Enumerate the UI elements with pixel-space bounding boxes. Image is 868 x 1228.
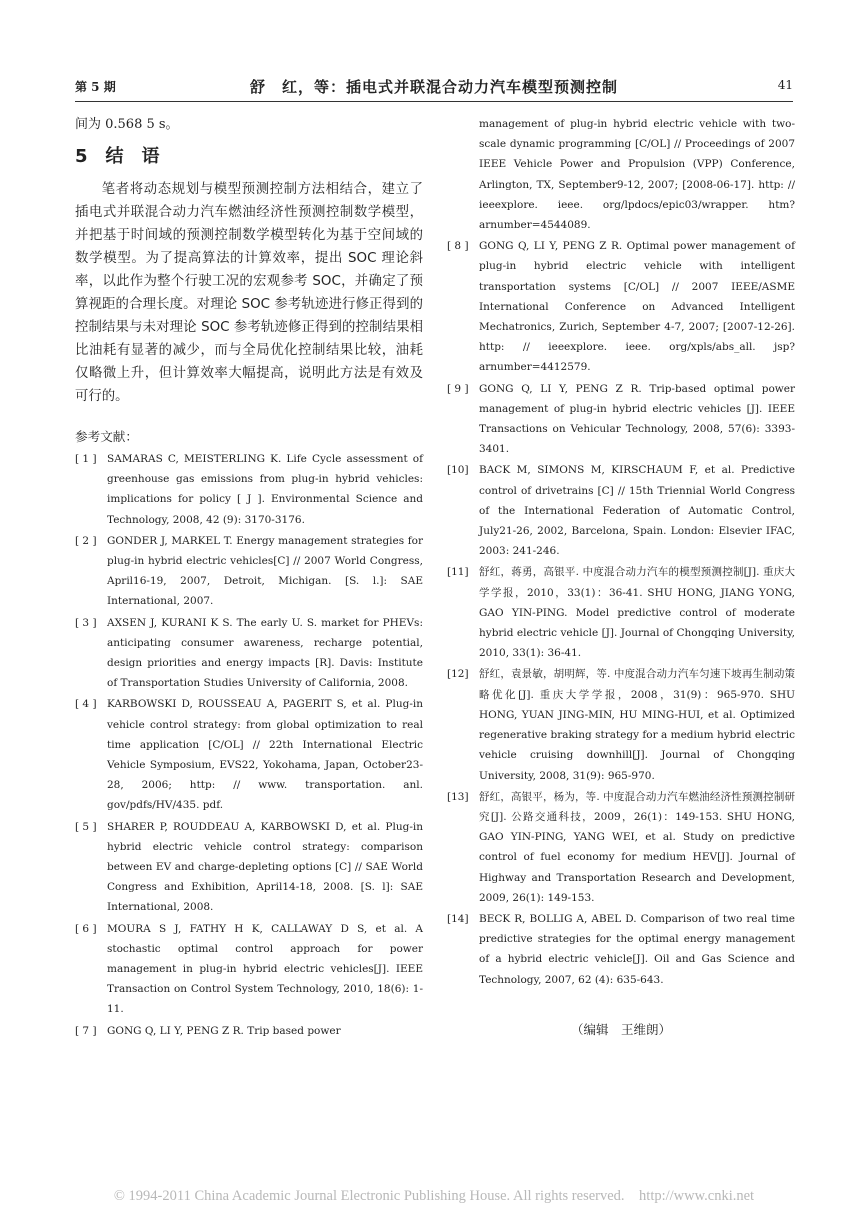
- reference-item: [447, 379, 795, 460]
- reference-number: [14]: [447, 912, 469, 925]
- previous-section-tail: 间为 0.568 5 s。: [75, 117, 179, 132]
- reference-item: [75, 449, 423, 530]
- reference-item: [447, 562, 795, 663]
- reference-number: [ 1 ]: [75, 453, 97, 465]
- reference-text: management of plug-in hybrid electric vehicle with two-scale dynamic programming [C/OL] // Proceedings of 2007 IEEE Vehicle Power and Propulsion (VPP) Conference, Arlington, TX, September9-12, 2007; [2008-06-17]. http: // ieeexplore. ieee. org/lpdocs/epic03/wrapper. htm? arnumber=4544089.: [479, 118, 795, 232]
- running-title: 舒 红，等：插电式并联混合动力汽车模型预测控制: [249, 78, 618, 96]
- section-title: 5 结 语: [75, 146, 160, 167]
- reference-number: [13]: [447, 790, 469, 803]
- reference-number: [ 4 ]: [75, 698, 97, 711]
- reference-number: [12]: [447, 668, 469, 681]
- conclusion-paragraph: 笔者将动态规划与模型预测控制方法相结合，建立了插电式并联混合动力汽车燃油经济性预测控制数学模型，并把基于时间域的预测控制数学模型转化为基于空间域的数学模型。为了提高算法的计算效率，提出 SOC 理论斜率，以此作为整个行驶工况的宏观参考 SOC，并确定了预算视距的合理长度。对理论 SOC 参考轨迹进行修正得到的控制结果与未对理论 SOC 参考轨迹修正得到的控制结果相比油耗有显著的减少，而与全局优化控制结果比较，油耗仅略微上升，但计算效率大幅提高，说明此方法是有效及可行的。: [75, 182, 423, 404]
- reference-item: [75, 531, 423, 612]
- references-title: 参考文献：: [75, 429, 138, 444]
- reference-item: [75, 613, 423, 694]
- reference-number: [10]: [447, 464, 469, 477]
- reference-item: [447, 114, 795, 235]
- reference-text: 舒红，高银平，杨为，等. 中度混合动力汽车燃油经济性预测控制研究[J]. 公路交通科技，2009，26(1)：149-153. SHU HONG, GAO YIN-PING, YANG WEI, et al. Study on predictive control of fuel economy for medium HEV[J]. Journal of Highway and Transportation Research and Development, 2009, 26(1): 149-153.: [479, 790, 795, 904]
- reference-item: [447, 787, 795, 908]
- reference-text: SAMARAS C, MEISTERLING K. Life Cycle assessment of greenhouse gas emissions from plug-in hybrid vehicles: implications for policy [ J ]. Environmental Science and Technology, 2008, 42 (9): 3170-3176.: [107, 453, 423, 526]
- page-number: 41: [777, 78, 793, 92]
- right-column: [447, 114, 795, 1038]
- issue-label: 第 5 期: [75, 80, 116, 94]
- reference-number: [ 2 ]: [75, 534, 97, 547]
- reference-number: [11]: [447, 566, 469, 579]
- reference-text: GONG Q, LI Y, PENG Z R. Optimal power management of plug-in hybrid electric vehicle with intelligent transportation systems [C/OL] // 2007 IEEE/ASME International Conference on Advanced Intelligent Mechatronics, Zurich, September 4-7, 2007; [2007-12-26]. http: // ieeexplore. ieee. org/xpls/abs_all. jsp? arnumber=4412579.: [479, 240, 795, 374]
- reference-text: 舒红，袁景敏，胡明辉，等. 中度混合动力汽车匀速下坡再生制动策略优化[J]. 重庆大学学报，2008，31(9)：965-970. SHU HONG, YUAN JING-MIN, HU MING-HUI, et al. Optimized regenerative braking strategy for a medium hybrid electric vehicle cruising downhill[J]. Journal of Chongqing University, 2008, 31(9): 965-970.: [479, 668, 795, 782]
- reference-item: [447, 664, 795, 785]
- reference-text: MOURA S J, FATHY H K, CALLAWAY D S, et al. A stochastic optimal control approach for power management in plug-in hybrid electric vehicles[J]. IEEE Transaction on Control System Technology, 2010, 18(6): 1-11.: [107, 922, 423, 1016]
- reference-item: [75, 694, 423, 815]
- references-list-right: [447, 114, 795, 990]
- reference-text: GONG Q, LI Y, PENG Z R. Trip based power: [107, 1024, 341, 1037]
- editor-credit: （编辑 王维朗）: [570, 1021, 671, 1037]
- header-rule: [75, 101, 793, 102]
- reference-text: KARBOWSKI D, ROUSSEAU A, PAGERIT S, et al. Plug-in vehicle control strategy: from global optimization to real time application [C/OL] // 22th International Electric Vehicle Symposium, EVS22, Yokohama, Japan, October23-28, 2006; http: // www. transportation. anl. gov/pdfs/HV/435. pdf.: [107, 698, 423, 812]
- left-column: [75, 114, 423, 1042]
- reference-number: [447, 114, 479, 235]
- reference-text: GONDER J, MARKEL T. Energy management strategies for plug-in hybrid electric vehicles[C] // 2007 World Congress, April16-19, 2007, Detroit, Michigan. [S. l.]: SAE International, 2007.: [107, 534, 423, 608]
- reference-text: GONG Q, LI Y, PENG Z R. Trip-based optimal power management of plug-in hybrid electric vehicles [J]. IEEE Transactions on Vehicular Technology, 2008, 57(6): 3393-3401.: [479, 382, 795, 456]
- reference-item: [447, 909, 795, 990]
- reference-text: BACK M, SIMONS M, KIRSCHAUM F, et al. Predictive control of drivetrains [C] // 15th Triennial World Congress of the International Federation of Automatic Control, July21-26, 2002, Barcelona, Spain. London: Elsevier IFAC, 2003: 241-246.: [479, 464, 795, 558]
- reference-item: [447, 460, 795, 561]
- reference-item: [75, 817, 423, 918]
- reference-number: [ 5 ]: [75, 820, 97, 833]
- reference-item: [75, 1021, 423, 1041]
- reference-text: AXSEN J, KURANI K S. The early U. S. market for PHEVs: anticipating consumer awareness, recharge potential, design priorities and energy impacts [R]. Davis: Institute of Transportation Studies University of California, 2008.: [107, 616, 423, 690]
- reference-text: BECK R, BOLLIG A, ABEL D. Comparison of two real time predictive strategies for the optimal energy management of a hybrid electric vehicle[J]. Oil and Gas Science and Technology, 2007, 62 (4): 635-643.: [479, 912, 795, 986]
- reference-number: [ 7 ]: [75, 1024, 97, 1037]
- reference-text: 舒红，蒋勇，高银平. 中度混合动力汽车的模型预测控制[J]. 重庆大学学报，2010，33(1)：36-41. SHU HONG, JIANG YONG, GAO YIN-PING. Model predictive control of moderate hybrid electric vehicle [J]. Journal of Chongqing University, 2010, 33(1): 36-41.: [479, 566, 795, 660]
- copyright-footer: © 1994-2011 China Academic Journal Electronic Publishing House. All rights reserved. http://www.cnki.net: [113, 1188, 755, 1204]
- reference-text: SHARER P, ROUDDEAU A, KARBOWSKI D, et al. Plug-in hybrid electric vehicle control strategy: comparison between EV and charge-depleting options [C] // SAE World Congress and Exhibition, April14-18, 2008. [S. l]: SAE International, 2008.: [107, 820, 423, 914]
- page-header: [75, 78, 793, 100]
- reference-number: [ 3 ]: [75, 616, 97, 629]
- reference-number: [ 6 ]: [75, 922, 97, 935]
- reference-item: [447, 236, 795, 377]
- reference-number: [ 9 ]: [447, 382, 469, 395]
- reference-item: [75, 919, 423, 1020]
- reference-number: [ 8 ]: [447, 240, 469, 253]
- references-list-left: [75, 449, 423, 1041]
